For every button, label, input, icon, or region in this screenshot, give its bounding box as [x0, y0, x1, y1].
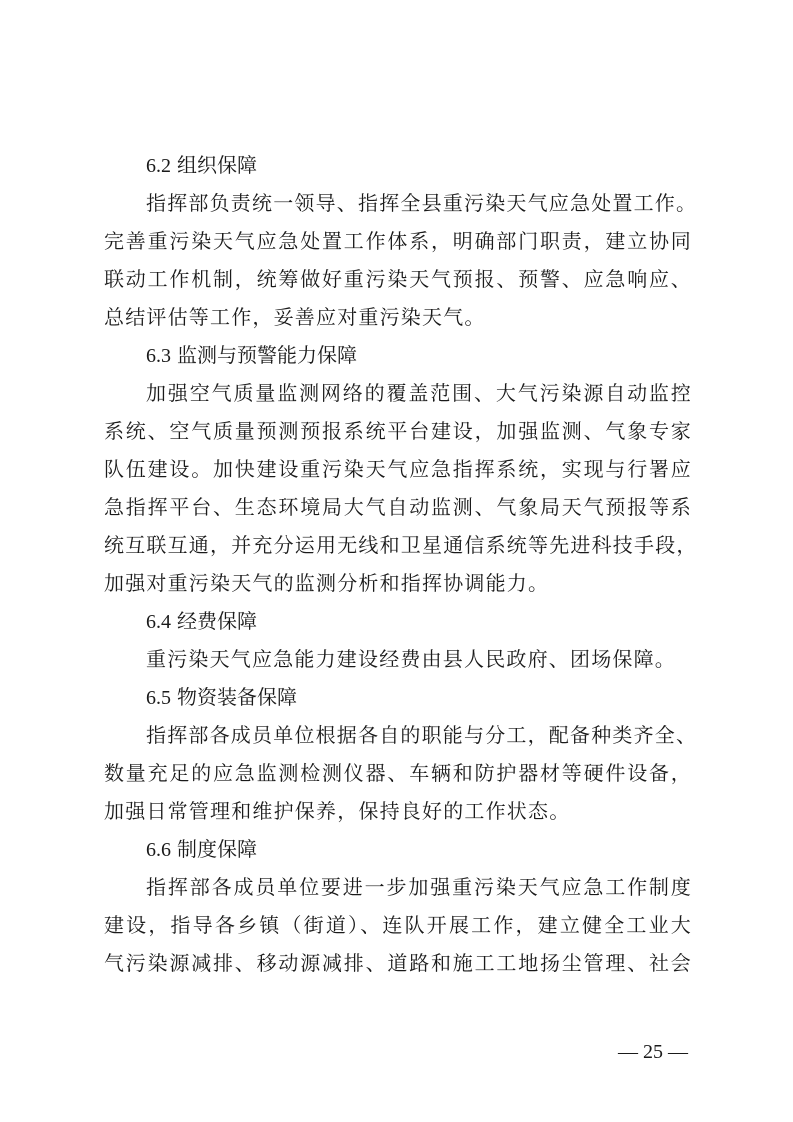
- section-title: 物资装备保障: [177, 685, 297, 709]
- section-title: 组织保障: [177, 153, 257, 177]
- paragraph-line: 指挥部各成员单位根据各自的职能与分工，配备种类齐全、: [146, 723, 698, 747]
- section-paragraph-6-4: [104, 640, 692, 678]
- section-paragraph-6-5: [104, 716, 698, 830]
- section-number: 6.5: [146, 687, 171, 709]
- paragraph-line: 完善重污染天气应急处置工作体系，明确部门职责，建立协同: [104, 229, 692, 253]
- section-number: 6.6: [146, 839, 171, 861]
- section-title: 经费保障: [177, 609, 257, 633]
- document-page: [104, 146, 698, 982]
- page-number: — 25 —: [618, 1041, 688, 1063]
- section-paragraph-6-3: [104, 374, 698, 602]
- section-heading-6-2: [104, 146, 692, 184]
- paragraph-line: 加强对重污染天气的监测分析和指挥协调能力。: [104, 571, 550, 595]
- paragraph-line: 加强日常管理和维护保养，保持良好的工作状态。: [104, 799, 571, 823]
- section-heading-6-4: [104, 602, 692, 640]
- section-number: 6.3: [146, 345, 171, 367]
- section-paragraph-6-2: [104, 184, 698, 336]
- section-paragraph-6-6: [104, 868, 692, 982]
- paragraph-line: 系统、空气质量预测预报系统平台建设，加强监测、气象专家: [104, 419, 692, 443]
- paragraph-line: 重污染天气应急能力建设经费由县人民政府、团场保障。: [146, 647, 676, 671]
- paragraph-line: 联动工作机制，统筹做好重污染天气预报、预警、应急响应、: [104, 267, 692, 291]
- section-number: 6.2: [146, 155, 171, 177]
- section-title: 制度保障: [177, 837, 257, 861]
- paragraph-line: 加强空气质量监测网络的覆盖范围、大气污染源自动监控: [146, 381, 692, 405]
- paragraph-line: 数量充足的应急监测检测仪器、车辆和防护器材等硬件设备，: [104, 761, 692, 785]
- paragraph-line: 队伍建设。加快建设重污染天气应急指挥系统，实现与行署应: [104, 457, 692, 481]
- section-title: 监测与预警能力保障: [177, 343, 357, 367]
- paragraph-line: 气污染源减排、移动源减排、道路和施工工地扬尘管理、社会: [104, 951, 692, 975]
- section-heading-6-6: [104, 830, 692, 868]
- paragraph-line: 建设，指导各乡镇（街道）、连队开展工作，建立健全工业大: [104, 913, 692, 937]
- paragraph-line: 统互联互通，并充分运用无线和卫星通信系统等先进科技手段，: [104, 533, 698, 557]
- paragraph-line: 指挥部各成员单位要进一步加强重污染天气应急工作制度: [146, 875, 692, 899]
- paragraph-line: 指挥部负责统一领导、指挥全县重污染天气应急处置工作。: [146, 191, 698, 215]
- section-heading-6-3: [104, 336, 692, 374]
- section-heading-6-5: [104, 678, 692, 716]
- section-number: 6.4: [146, 611, 171, 633]
- paragraph-line: 总结评估等工作，妥善应对重污染天气。: [104, 305, 486, 329]
- paragraph-line: 急指挥平台、生态环境局大气自动监测、气象局天气预报等系: [104, 495, 692, 519]
